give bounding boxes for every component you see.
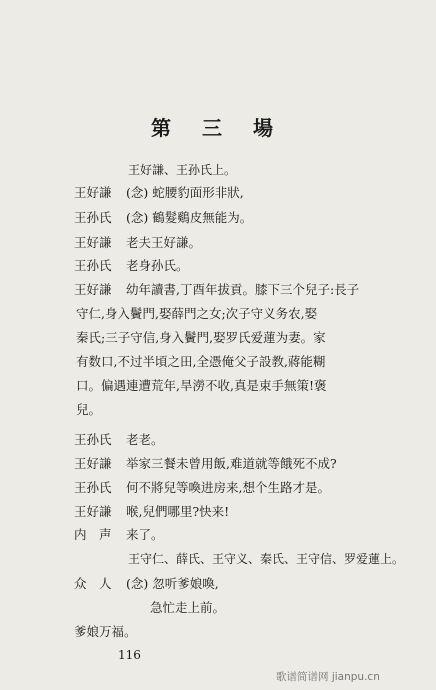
- line-text: 老身孙氏。: [126, 258, 189, 273]
- dialogue-line: [74, 454, 337, 472]
- speaker-name: 王好謙: [74, 235, 112, 250]
- speaker-name: 王好謙: [74, 185, 112, 200]
- line-text: 老夫王好謙。: [126, 235, 202, 250]
- line-text: 老老。: [126, 432, 164, 447]
- dialogue-line: [74, 478, 330, 496]
- verse-line: 急忙走上前。: [150, 600, 226, 615]
- line-text: (念) 忽听爹娘喚,: [126, 576, 219, 591]
- dialogue-line: [74, 256, 189, 274]
- dialogue-line: [74, 280, 359, 298]
- line-text: (念) 蛇腰豹面形非狀,: [126, 185, 244, 200]
- dialogue-line: [74, 525, 164, 543]
- speaker-name: 王孙氏: [74, 210, 112, 225]
- line-text: 喉,兒們哪里?快来!: [126, 504, 230, 519]
- line-text: 何不將兒等喚进房来,想个生路才是。: [126, 480, 330, 495]
- line-text: 幼年讀書,丁酉年拔貢。膝下三个兒子:長子: [126, 282, 360, 297]
- continuation-line: 口。偏遇連遭荒年,旱澇不收,真是束手無策!褒: [76, 378, 327, 393]
- dialogue-line: [74, 574, 219, 592]
- speaker-name: 王好謙: [74, 456, 112, 471]
- speaker-name: 王孙氏: [74, 258, 112, 273]
- speaker-name: 王孙氏: [74, 480, 112, 495]
- speaker-name: 王好謙: [74, 504, 112, 519]
- stage-direction: 王好謙、王孙氏上。: [128, 163, 237, 177]
- line-text: 来了。: [126, 527, 164, 542]
- dialogue-line: [74, 233, 201, 251]
- continuation-line: 秦氏;三子守信,身入鬢門,娶罗氏爱蓮为妻。家: [76, 330, 326, 345]
- speaker-name: 内 声: [74, 527, 112, 542]
- dialogue-line: [74, 208, 252, 226]
- stage-direction: 王守仁、薛氏、王守义、秦氏、王守信、罗爱蓮上。: [128, 552, 405, 566]
- continuation-line: 有数口,不过半頃之田,全憑俺父子設教,蔣能糊: [76, 354, 326, 369]
- speaker-name: 王孙氏: [74, 432, 112, 447]
- watermark: 歌谱简谱网 jianpu.cn: [276, 671, 380, 683]
- speaker-name: 王好謙: [74, 282, 112, 297]
- dialogue-line: [74, 430, 164, 448]
- line-text: (念) 鶴髮鷄皮無能为。: [126, 210, 253, 225]
- line-text: 举家三餐未曾用飯,难道就等餓死不成?: [126, 456, 337, 471]
- speaker-name: 众 人: [74, 576, 112, 591]
- scene-title: 第 三 場: [151, 116, 285, 140]
- page-number: 116: [118, 648, 141, 662]
- continuation-line: 兒。: [76, 402, 102, 417]
- closing-line: 爹娘万福。: [74, 624, 137, 639]
- dialogue-line: [74, 502, 229, 520]
- dialogue-line: [74, 183, 244, 201]
- continuation-line: 守仁,身入鬢門,娶薛門之女;次子守义务农,娶: [76, 306, 318, 321]
